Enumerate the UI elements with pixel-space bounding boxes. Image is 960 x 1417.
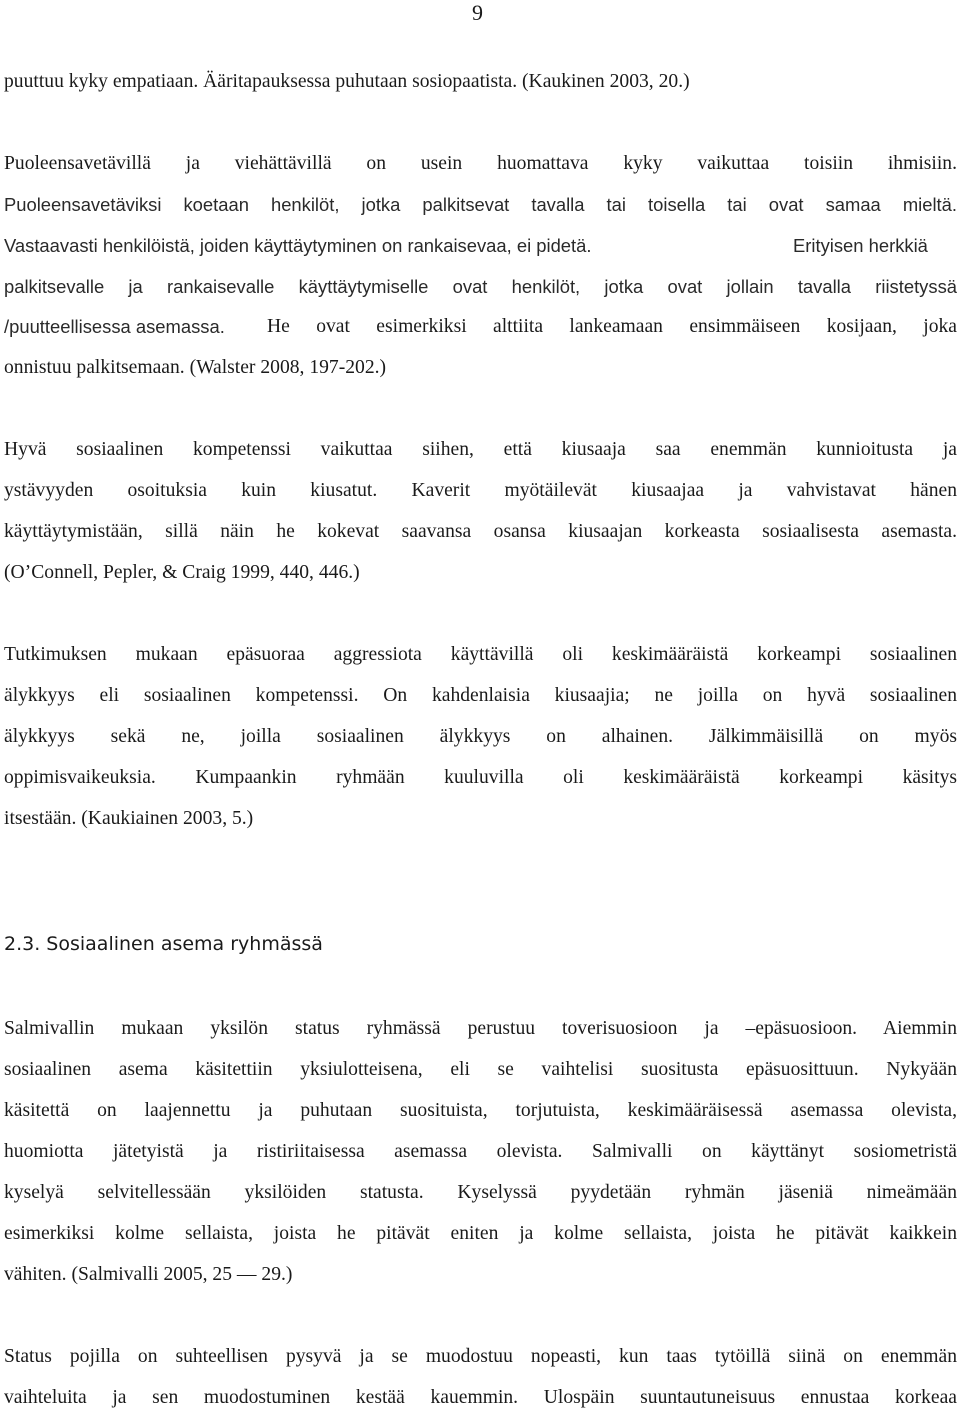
paragraph-line: vähiten. (Salmivalli 2005, 25 — 29.) <box>4 1264 293 1285</box>
section-heading: 2.3. Sosiaalinen asema ryhmässä <box>4 933 323 955</box>
paragraph-line: oppimisvaikeuksia. Kumpaankin ryhmään kuuluvilla oli keskimääräistä korkeampi käsitys <box>4 767 957 788</box>
paragraph-line: esimerkiksi kolme sellaista, joista he pitävät eniten ja kolme sellaista, joista he pitävät kaikkein <box>4 1223 957 1244</box>
paragraph-line: käsitettä on laajennettu ja puhutaan suosituista, torjutuista, keskimääräisessä asemassa olevista, <box>4 1100 957 1121</box>
paragraph-line: Puoleensavetävillä ja viehättävillä on usein huomattava kyky vaikuttaa toisiin ihmisiin. <box>4 153 957 174</box>
paragraph-line: ystävyyden osoituksia kuin kiusatut. Kaverit myötäilevät kiusaajaa ja vahvistavat hänen <box>4 480 957 501</box>
paragraph-line: onnistuu palkitsemaan. (Walster 2008, 197-202.) <box>4 357 387 378</box>
paragraph-line: Hyvä sosiaalinen kompetenssi vaikuttaa siihen, että kiusaaja saa enemmän kunnioitusta ja <box>4 439 957 460</box>
paragraph-line: älykkyys eli sosiaalinen kompetenssi. On kahdenlaisia kiusaajia; ne joilla on hyvä sosiaalinen <box>4 685 957 706</box>
paragraph-line: /puutteellisessa asemassa. <box>4 316 225 337</box>
paragraph-line: itsestään. (Kaukiainen 2003, 5.) <box>4 808 254 829</box>
paragraph-line: vaihteluita ja sen muodostuminen kestää kauemmin. Ulospäin suuntautuneisuus ennustaa korkeaa <box>4 1387 957 1408</box>
paragraph-line: Vastaavasti henkilöistä, joiden käyttäytyminen on rankaisevaa, ei pidetä. <box>4 235 592 256</box>
paragraph-line: palkitsevalle ja rankaisevalle käyttäytymiselle ovat henkilöt, jotka ovat jollain tavalla riistetyssä <box>4 276 957 297</box>
paragraph-line: huomiotta jätetyistä ja ristiriitaisessa asemassa olevista. Salmivalli on käyttänyt sosiometristä <box>4 1141 957 1162</box>
page-number: 9 <box>472 0 483 25</box>
paragraph-line: käyttäytymistään, sillä näin he kokevat saavansa osansa kiusaajan korkeasta sosiaalisesta asemasta. <box>4 521 957 542</box>
paragraph-line: (O’Connell, Pepler, & Craig 1999, 440, 446.) <box>4 562 360 583</box>
paragraph-line: He ovat esimerkiksi alttiita lankeamaan ensimmäiseen kosijaan, joka <box>267 316 957 337</box>
paragraph-line: sosiaalinen asema käsitettiin yksiulotteisena, eli se vaihtelisi suositusta epäsuosittuun. Nykyään <box>4 1059 957 1080</box>
paragraph-line: Tutkimuksen mukaan epäsuoraa aggressiota käyttävillä oli keskimääräistä korkeampi sosiaalinen <box>4 644 957 665</box>
paragraph-line: älykkyys sekä ne, joilla sosiaalinen älykkyys on alhainen. Jälkimmäisillä on myös <box>4 726 957 747</box>
paragraph-line: Puoleensavetäviksi koetaan henkilöt, jotka palkitsevat tavalla tai toisella tai ovat samaa mieltä. <box>4 194 957 215</box>
paragraph-line: kyselyä selvitellessään yksilöiden statusta. Kyselyssä pyydetään ryhmän jäseniä nimeämään <box>4 1182 957 1203</box>
paragraph-line: Erityisen herkkiä <box>793 235 928 256</box>
paragraph-line: puuttuu kyky empatiaan. Ääritapauksessa puhutaan sosiopaatista. (Kaukinen 2003, 20.) <box>4 71 690 92</box>
paragraph-line: Status pojilla on suhteellisen pysyvä ja se muodostuu nopeasti, kun taas tytöillä siinä on enemmän <box>4 1346 957 1367</box>
paragraph-line: Salmivallin mukaan yksilön status ryhmässä perustuu toverisuosioon ja –epäsuosioon. Aiemmin <box>4 1018 957 1039</box>
